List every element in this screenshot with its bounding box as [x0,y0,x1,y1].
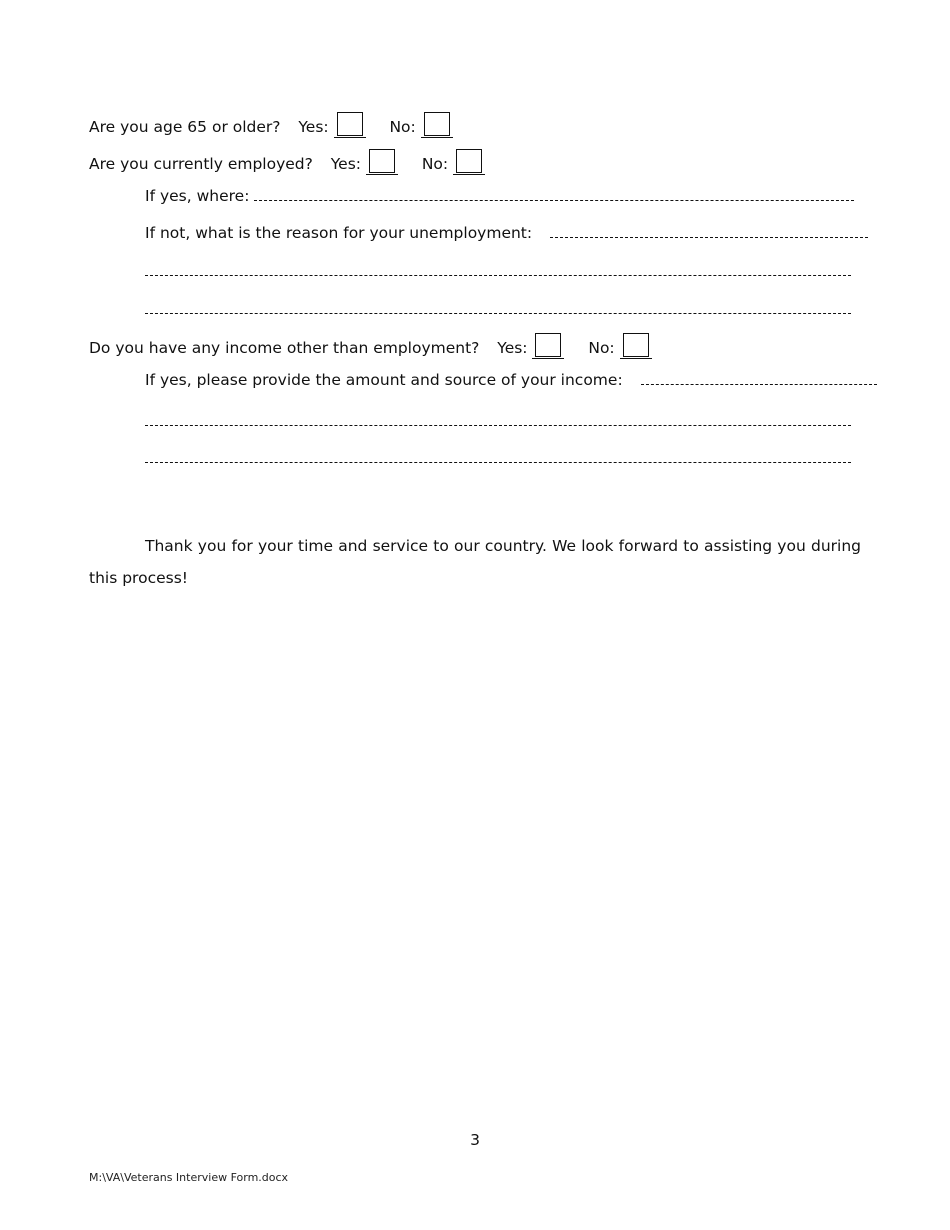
unemployment-reason-line-2[interactable] [145,275,851,276]
age-yes-checkbox-wrap [334,112,366,138]
income-source-row [145,370,877,390]
question-employed-label: Are you currently employed? [89,155,313,173]
income-yes-checkbox-wrap [532,333,564,359]
age-no-checkbox[interactable] [424,112,450,136]
question-age-label: Are you age 65 or older? [89,118,281,136]
income-no-checkbox[interactable] [623,333,649,357]
unemployment-reason-row [145,223,868,243]
age-yes-checkbox[interactable] [337,112,363,136]
income-source-line-3[interactable] [145,462,851,463]
employer-where-input[interactable] [254,186,854,201]
unemployment-reason-line-3[interactable] [145,313,851,314]
employed-no-label: No: [421,155,449,173]
employer-where-row [145,186,854,206]
question-employed-row [89,149,485,173]
question-income-label: Do you have any income other than employment? [89,339,480,357]
closing-paragraph: Thank you for your time and service to our country. We look forward to assisting you during this process! [89,536,861,587]
income-source-line-2[interactable] [145,425,851,426]
income-source-input[interactable] [641,370,877,385]
income-no-checkbox-wrap [620,333,652,359]
unemployment-reason-input[interactable] [550,223,868,238]
income-no-label: No: [588,339,615,357]
age-no-label: No: [389,118,416,136]
question-income-row [89,333,652,357]
employed-yes-checkbox-wrap [366,149,398,175]
income-source-label: If yes, please provide the amount and source of your income: [145,371,623,389]
unemployment-reason-label: If not, what is the reason for your unemployment: [145,224,533,242]
employed-yes-label: Yes: [330,155,361,173]
footer-file-path: M:\VA\Veterans Interview Form.docx [89,1171,289,1184]
income-yes-checkbox[interactable] [535,333,561,357]
page-number: 3 [470,1131,480,1149]
employed-yes-checkbox[interactable] [369,149,395,173]
employed-no-checkbox[interactable] [456,149,482,173]
age-yes-label: Yes: [298,118,329,136]
question-age-row [89,112,453,136]
age-no-checkbox-wrap [421,112,453,138]
income-yes-label: Yes: [497,339,528,357]
employer-where-label: If yes, where: [145,187,250,205]
employed-no-checkbox-wrap [453,149,485,175]
